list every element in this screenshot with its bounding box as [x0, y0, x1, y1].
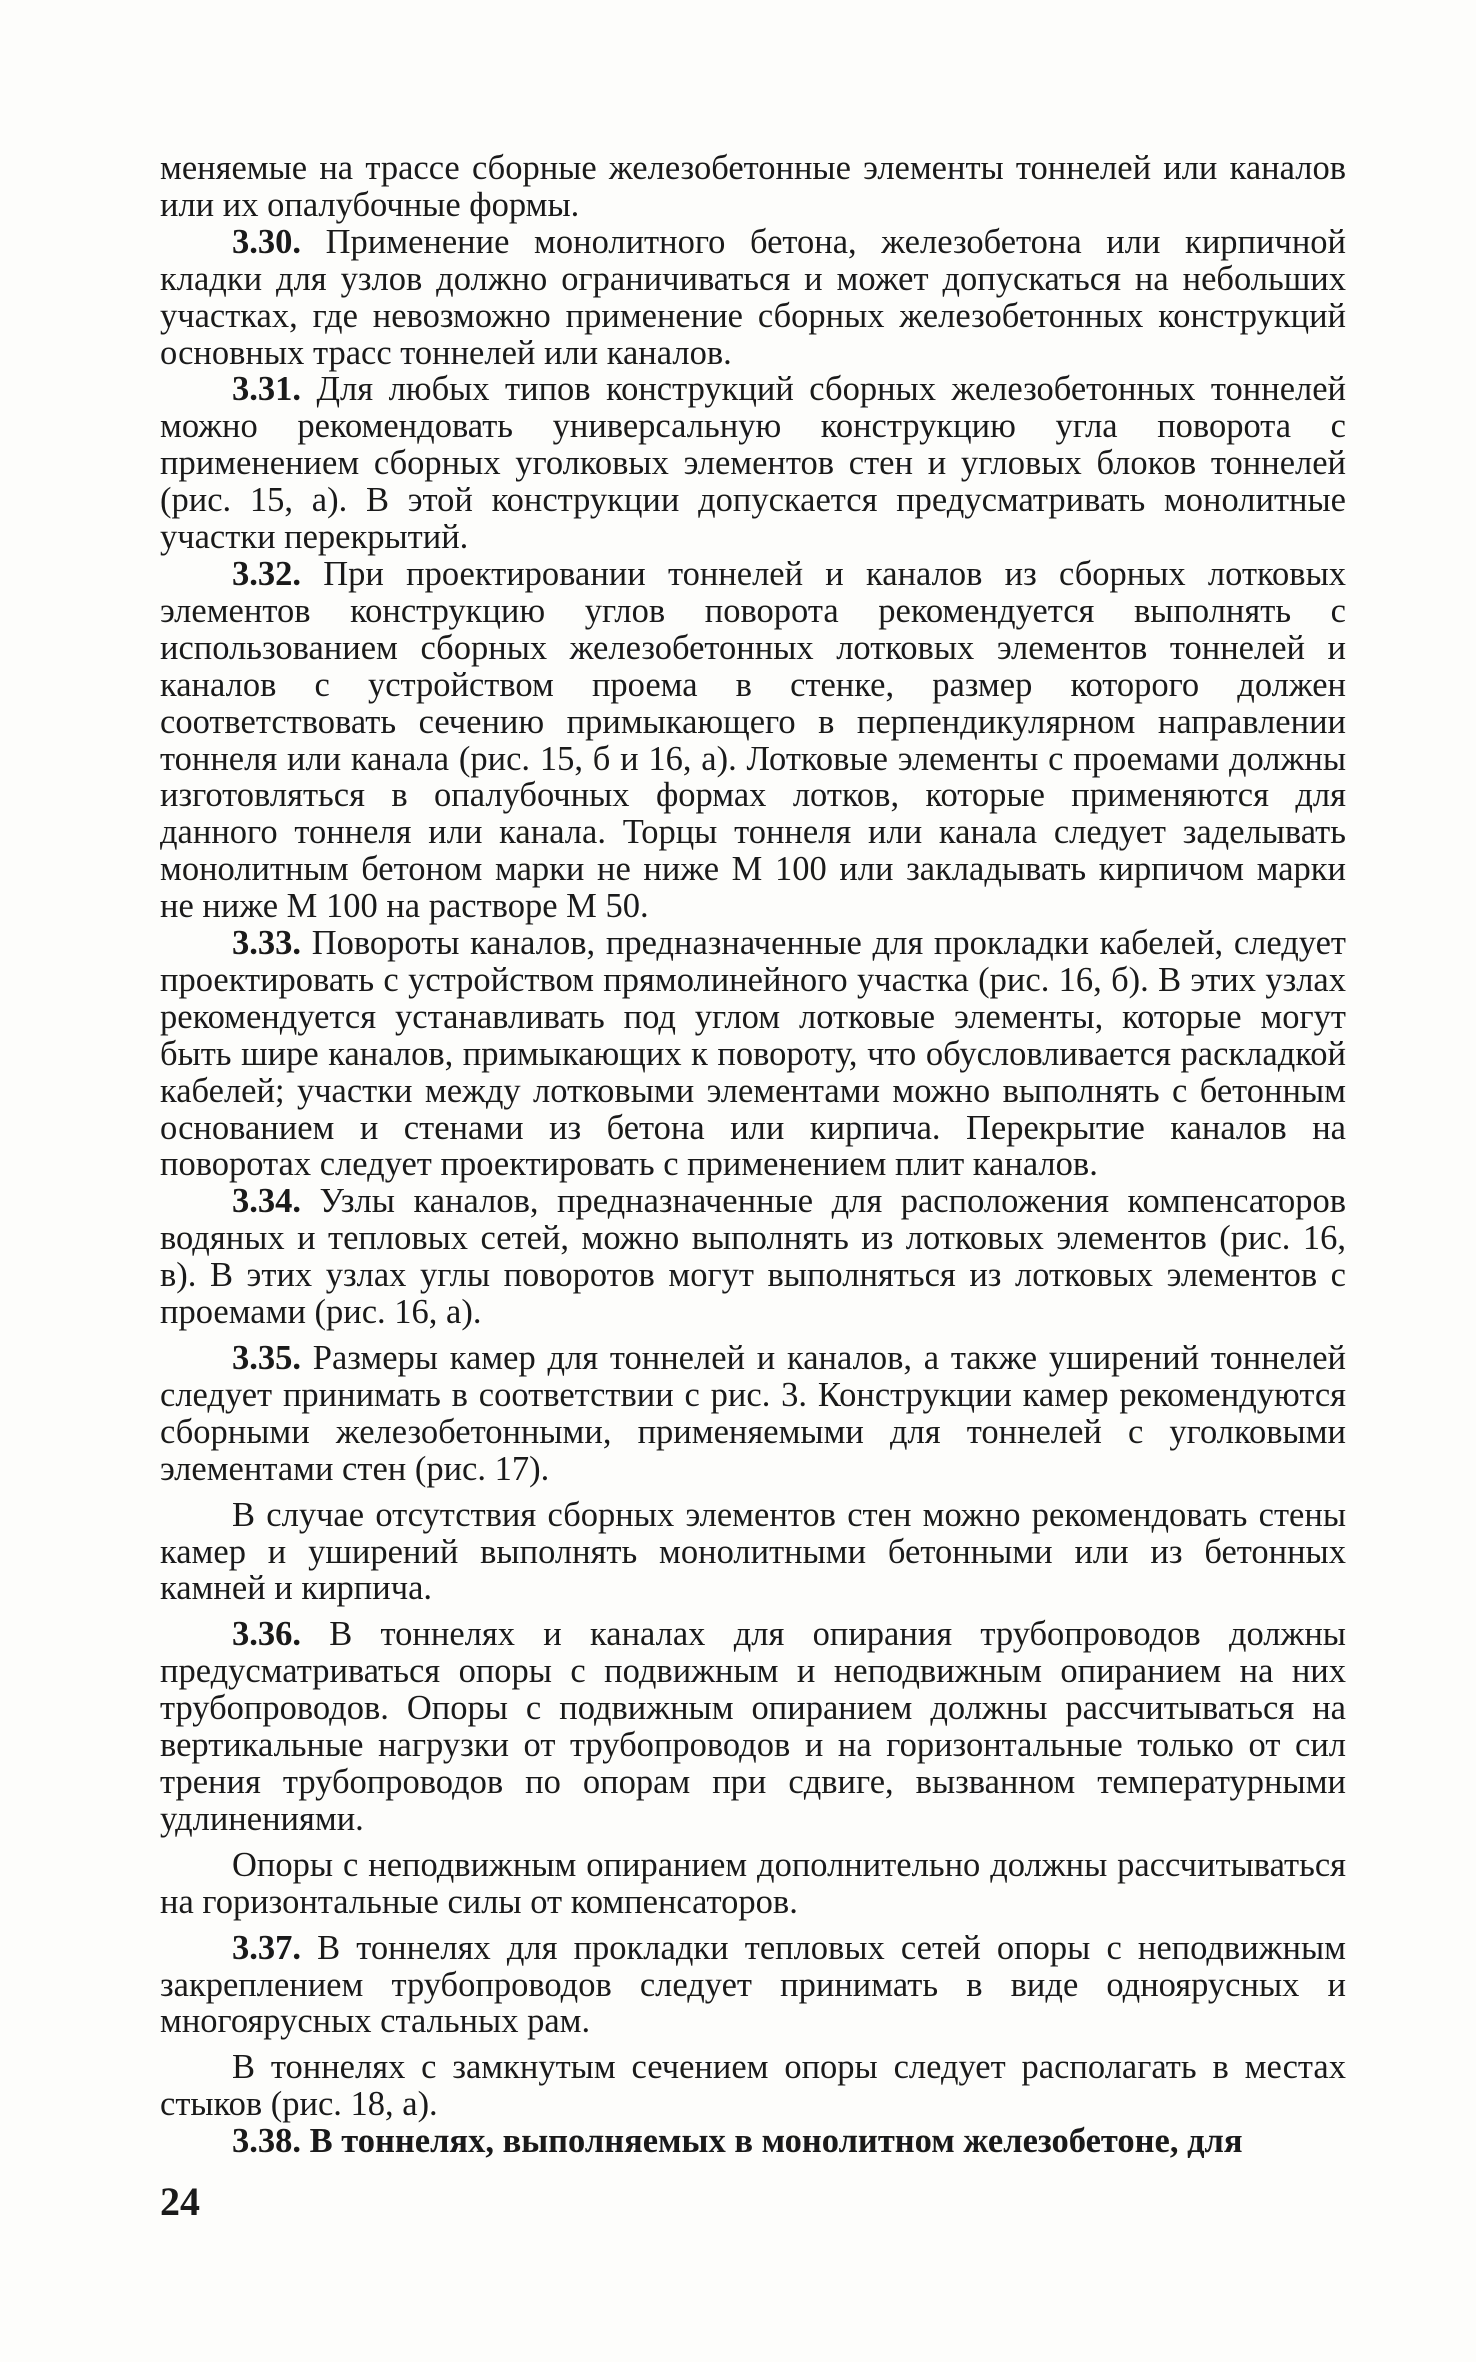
paragraph-3-30 [160, 224, 1346, 372]
paragraph-3-33 [160, 925, 1346, 1183]
paragraph-text: В случае отсутствия сборных элементов стен можно рекомендовать стены камер и уширений выполнять монолитными бетонными или из бетонных камней и кирпича. [160, 1495, 1346, 1608]
paragraph-text: В тоннелях для прокладки тепловых сетей опоры с неподвижным закреплением трубопроводов следует принимать в виде одноярусных и многоярусных стальных рам. [160, 1928, 1346, 2041]
section-number: 3.37. [232, 1928, 301, 1967]
paragraph-text: меняемые на трассе сборные железобетонные элементы тоннелей или каналов или их опалубочные формы. [160, 149, 1346, 224]
paragraph-text: Опоры с неподвижным опиранием дополнительно должны рассчитываться на горизонтальные силы от компенсаторов. [160, 1845, 1346, 1921]
paragraph-text: Размеры камер для тоннелей и каналов, а также уширений тоннелей следует принимать в соответствии с рис. 3. Конструкции камер рекомендуются сборными железобетонными, применяемыми для тоннелей с уголковыми элементами стен (рис. 17). [160, 1339, 1346, 1488]
section-number: 3.31. [232, 370, 301, 409]
body-text [160, 150, 1346, 2160]
paragraph-text: В тоннелях с замкнутым сечением опоры следует располагать в местах стыков (рис. 18, а). [160, 2048, 1346, 2124]
paragraph-text: В тоннелях и каналах для опирания трубопроводов должны предусматриваться опоры с подвижным и неподвижным опиранием на них трубопроводов. Опоры с подвижным опиранием должны рассчитываться на вертикальные нагрузки от трубопроводов и на горизонтальные только от сил трения трубопроводов по опорам при сдвиге, вызванном температурными удлинениями. [160, 1615, 1346, 1838]
page-number: 24 [160, 2179, 200, 2224]
section-number: 3.34. [232, 1182, 301, 1221]
paragraph-text: Применение монолитного бетона, железобетона или кирпичной кладки для узлов должно ограничиваться и может допускаться на небольших участках, где невозможно применение сборных железобетонных конструкций основных трасс тоннелей или каналов. [160, 222, 1346, 372]
paragraph-text: Для любых типов конструкций сборных железобетонных тоннелей можно рекомендовать универсальную конструкцию угла поворота с применением сборных уголковых элементов стен и угловых блоков тоннелей (рис. 15, а). В этой конструкции допускается предусматривать монолитные участки перекрытий. [160, 370, 1346, 557]
paragraph-text: Повороты каналов, предназначенные для прокладки кабелей, следует проектировать с устройством прямолинейного участка (рис. 16, б). В этих узлах рекомендуется устанавливать под углом лотковые элементы, которые могут быть шире каналов, примыкающих к повороту, что обусловливается раскладкой кабелей; участки между лотковыми элементами можно выполнять с бетонным основанием и стенами из бетона или кирпича. Перекрытие каналов на поворотах следует проектировать с применением плит каналов. [160, 924, 1346, 1184]
section-number: 3.33. [232, 924, 301, 963]
paragraph-text: При проектировании тоннелей и каналов из сборных лотковых элементов конструкцию углов поворота рекомендуется выполнять с использованием сборных железобетонных лотковых элементов тоннелей и каналов с устройством проема в стенке, размер которого должен соответствовать сечению примыкающего в перпендикулярном направлении тоннеля или канала (рис. 15, б и 16, а). Лотковые элементы с проемами должны изготовляться в опалубочных формах лотков, которые применяются для данного тоннеля или канала. Торцы тоннеля или канала следует заделывать монолитным бетоном марки не ниже М 100 или закладывать кирпичом марки не ниже М 100 на растворе М 50. [160, 554, 1346, 926]
paragraph-3-37 [160, 1930, 1346, 2041]
paragraph-text: Узлы каналов, предназначенные для расположения компенсаторов водяных и тепловых сетей, можно выполнять из лотковых элементов (рис. 16, в). В этих узлах углы поворотов могут выполняться из лотковых элементов с проемами (рис. 16, а). [160, 1182, 1346, 1332]
paragraph-continuation [160, 150, 1346, 224]
section-number: 3.30. [232, 222, 301, 261]
paragraph-continuation [160, 1497, 1346, 1608]
paragraph-text: В тоннелях, выполняемых в монолитном железобетоне, для [301, 2122, 1243, 2161]
section-number: 3.38. [232, 2122, 301, 2161]
section-number: 3.36. [232, 1615, 301, 1654]
paragraph-continuation [160, 2049, 1346, 2123]
paragraph-3-35 [160, 1340, 1346, 1488]
paragraph-continuation [160, 1847, 1346, 1921]
paragraph-3-36 [160, 1616, 1346, 1837]
paragraph-3-34 [160, 1183, 1346, 1331]
paragraph-3-31 [160, 371, 1346, 556]
paragraph-3-38 [160, 2123, 1346, 2160]
paragraph-3-32 [160, 556, 1346, 925]
section-number: 3.32. [232, 554, 301, 593]
section-number: 3.35. [232, 1339, 301, 1377]
